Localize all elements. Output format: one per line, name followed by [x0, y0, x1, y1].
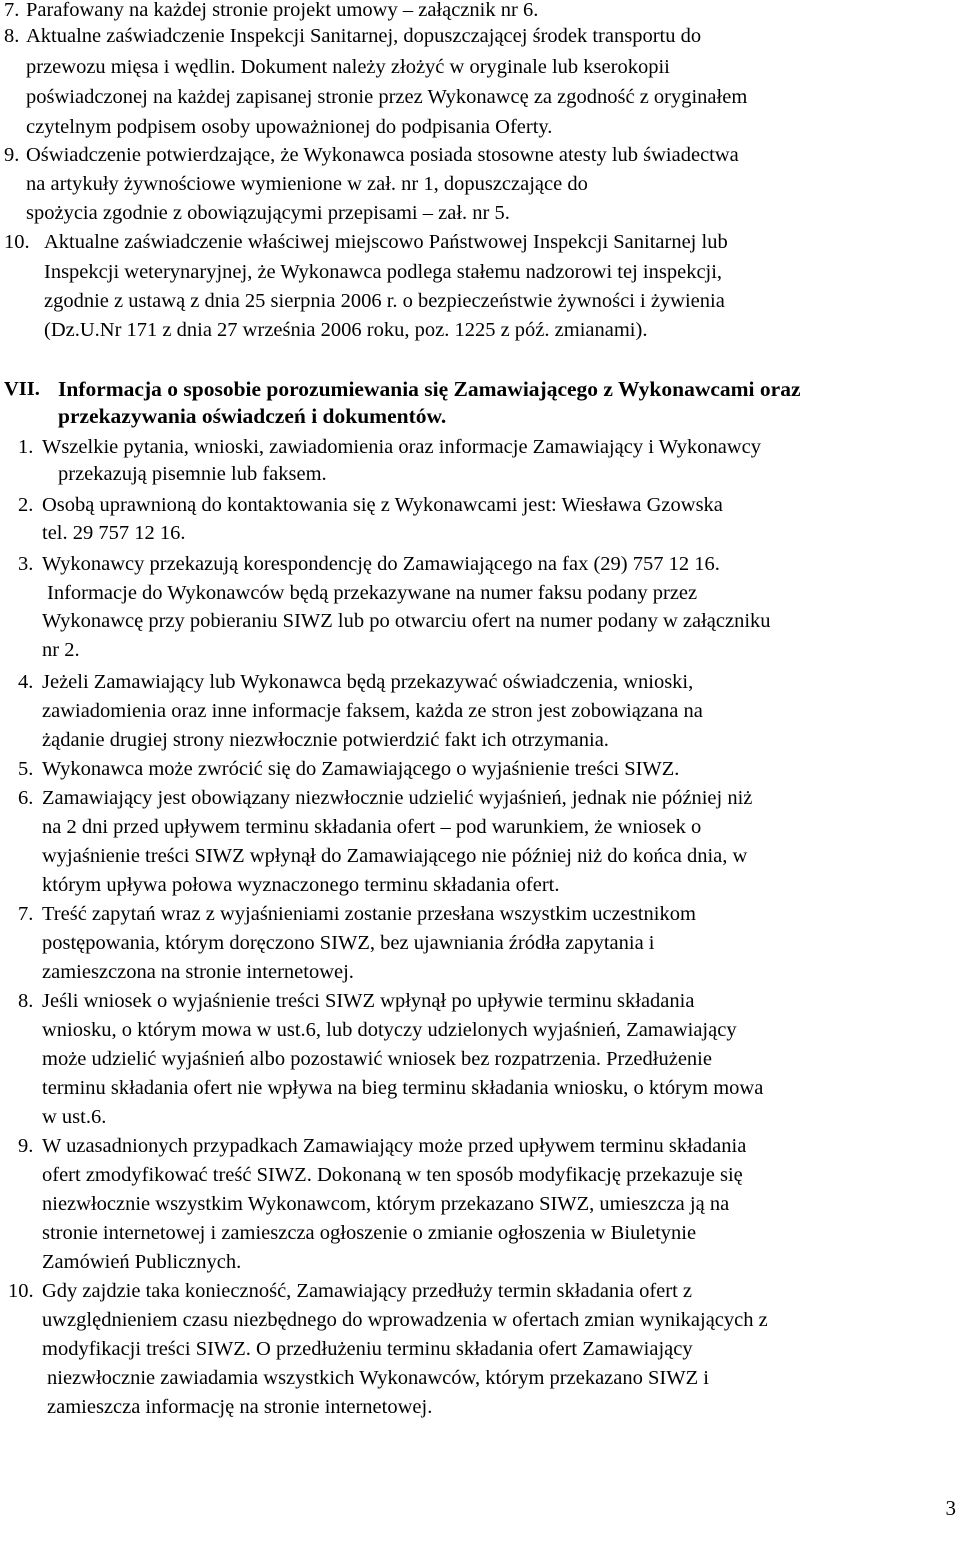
item-number: 10.	[4, 231, 30, 253]
item-text-line: niezwłocznie zawiadamia wszystkich Wykonawców, którym przekazano SIWZ i	[47, 1367, 709, 1389]
item-text-line: stronie internetowej i zamieszcza ogłoszenie o zmianie ogłoszenia w Biuletynie	[42, 1222, 697, 1244]
item-text-line: postępowania, którym doręczono SIWZ, bez ujawniania źródła zapytania i	[42, 932, 655, 954]
item-text-line: na 2 dni przed upływem terminu składania ofert – pod warunkiem, że wniosek o	[42, 816, 702, 838]
item-text-line: Inspekcji weterynaryjnej, że Wykonawca podlega stałemu nadzorowi tej inspekcji,	[44, 261, 723, 283]
item-text-line: zamieszczona na stronie internetowej.	[42, 961, 354, 983]
item-text-line: Zamówień Publicznych.	[42, 1251, 242, 1273]
item-text-line: terminu składania ofert nie wpływa na bieg terminu składania wniosku, o którym mowa	[42, 1077, 764, 1099]
item-text-line: modyfikacji treści SIWZ. O przedłużeniu terminu składania ofert Zamawiający	[42, 1338, 693, 1360]
item-text-line: Wykonawcy przekazują korespondencję do Zamawiającego na fax (29) 757 12 16.	[42, 553, 720, 575]
item-text-line: w ust.6.	[42, 1106, 107, 1128]
item-text-line: niezwłocznie wszystkim Wykonawcom, którym przekazano SIWZ, umieszcza ją na	[42, 1193, 730, 1215]
item-text-line: na artykuły żywnościowe wymienione w zał. nr 1, dopuszczające do	[26, 173, 588, 195]
item-number: 8.	[4, 25, 20, 47]
item-text-line: przekazują pisemnie lub faksem.	[58, 463, 327, 485]
item-text-line: tel. 29 757 12 16.	[42, 522, 186, 544]
item-number: 4.	[18, 671, 34, 693]
item-number: 2.	[18, 494, 34, 516]
item-text-line: Wykonawca może zwrócić się do Zamawiającego o wyjaśnienie treści SIWZ.	[42, 758, 680, 780]
section-number: VII.	[4, 378, 40, 400]
item-text-line: Osobą uprawnioną do kontaktowania się z Wykonawcami jest: Wiesława Gzowska	[42, 494, 723, 516]
item-text-line: ofert zmodyfikować treść SIWZ. Dokonaną w ten sposób modyfikację przekazuje się	[42, 1164, 743, 1186]
item-text-line: W uzasadnionych przypadkach Zamawiający może przed upływem terminu składania	[42, 1135, 747, 1157]
item-text-line: przewozu mięsa i wędlin. Dokument należy złożyć w oryginale lub kserokopii	[26, 56, 670, 78]
item-number: 7.	[4, 0, 20, 21]
item-number: 1.	[18, 436, 34, 458]
item-text-line: nr 2.	[42, 639, 80, 661]
item-text-line: może udzielić wyjaśnień albo pozostawić wniosek bez rozpatrzenia. Przedłużenie	[42, 1048, 712, 1070]
item-text-line: czytelnym podpisem osoby upoważnionej do podpisania Oferty.	[26, 116, 553, 138]
item-text-line: Parafowany na każdej stronie projekt umowy – załącznik nr 6.	[26, 0, 539, 21]
item-number: 8.	[18, 990, 34, 1012]
item-text-line: zgodnie z ustawą z dnia 25 sierpnia 2006 r. o bezpieczeństwie żywności i żywienia	[44, 290, 725, 312]
item-text-line: żądanie drugiej strony niezwłocznie potwierdzić fakt ich otrzymania.	[42, 729, 609, 751]
item-text-line: (Dz.U.Nr 171 z dnia 27 września 2006 roku, poz. 1225 z póź. zmianami).	[44, 319, 648, 341]
item-number: 9.	[18, 1135, 34, 1157]
item-text-line: Treść zapytań wraz z wyjaśnieniami zostanie przesłana wszystkim uczestnikom	[42, 903, 696, 925]
item-text-line: wniosku, o którym mowa w ust.6, lub dotyczy udzielonych wyjaśnień, Zamawiający	[42, 1019, 737, 1041]
page-number: 3	[945, 1496, 956, 1520]
item-text-line: spożycia zgodnie z obowiązującymi przepisami – zał. nr 5.	[26, 202, 510, 224]
item-number: 3.	[18, 553, 34, 575]
item-text-line: Wszelkie pytania, wnioski, zawiadomienia oraz informacje Zamawiający i Wykonawcy	[42, 436, 762, 458]
item-number: 5.	[18, 758, 34, 780]
item-text-line: Informacje do Wykonawców będą przekazywane na numer faksu podany przez	[47, 582, 698, 604]
section-heading: przekazywania oświadczeń i dokumentów.	[58, 404, 447, 428]
item-number: 6.	[18, 787, 34, 809]
item-text-line: Aktualne zaświadczenie właściwej miejscowo Państwowej Inspekcji Sanitarnej lub	[44, 231, 728, 253]
item-text-line: Oświadczenie potwierdzające, że Wykonawca posiada stosowne atesty lub świadectwa	[26, 144, 739, 166]
item-text-line: Wykonawcę przy pobieraniu SIWZ lub po otwarciu ofert na numer podany w załączniku	[42, 610, 771, 632]
item-text-line: Gdy zajdzie taka konieczność, Zamawiający przedłuży termin składania ofert z	[42, 1280, 693, 1302]
item-text-line: uwzględnieniem czasu niezbędnego do wprowadzenia w ofertach zmian wynikających z	[42, 1309, 768, 1331]
item-text-line: zamieszcza informację na stronie internetowej.	[47, 1396, 433, 1418]
item-text-line: poświadczonej na każdej zapisanej stronie przez Wykonawcę za zgodność z oryginałem	[26, 86, 748, 108]
item-number: 7.	[18, 903, 34, 925]
item-text-line: którym upływa połowa wyznaczonego terminu składania ofert.	[42, 874, 560, 896]
item-text-line: Aktualne zaświadczenie Inspekcji Sanitarnej, dopuszczającej środek transportu do	[26, 25, 702, 47]
item-number: 9.	[4, 144, 20, 166]
item-text-line: wyjaśnienie treści SIWZ wpłynął do Zamawiającego nie później niż do końca dnia, w	[42, 845, 748, 867]
item-text-line: Jeżeli Zamawiający lub Wykonawca będą przekazywać oświadczenia, wnioski,	[42, 671, 694, 693]
item-text-line: zawiadomienia oraz inne informacje faksem, każda ze stron jest zobowiązana na	[42, 700, 703, 722]
item-text-line: Jeśli wniosek o wyjaśnienie treści SIWZ wpłynął po upływie terminu składania	[42, 990, 695, 1012]
item-number: 10.	[8, 1280, 34, 1302]
section-heading: Informacja o sposobie porozumiewania się Zamawiającego z Wykonawcami oraz	[58, 377, 801, 401]
item-text-line: Zamawiający jest obowiązany niezwłocznie udzielić wyjaśnień, jednak nie później niż	[42, 787, 753, 809]
